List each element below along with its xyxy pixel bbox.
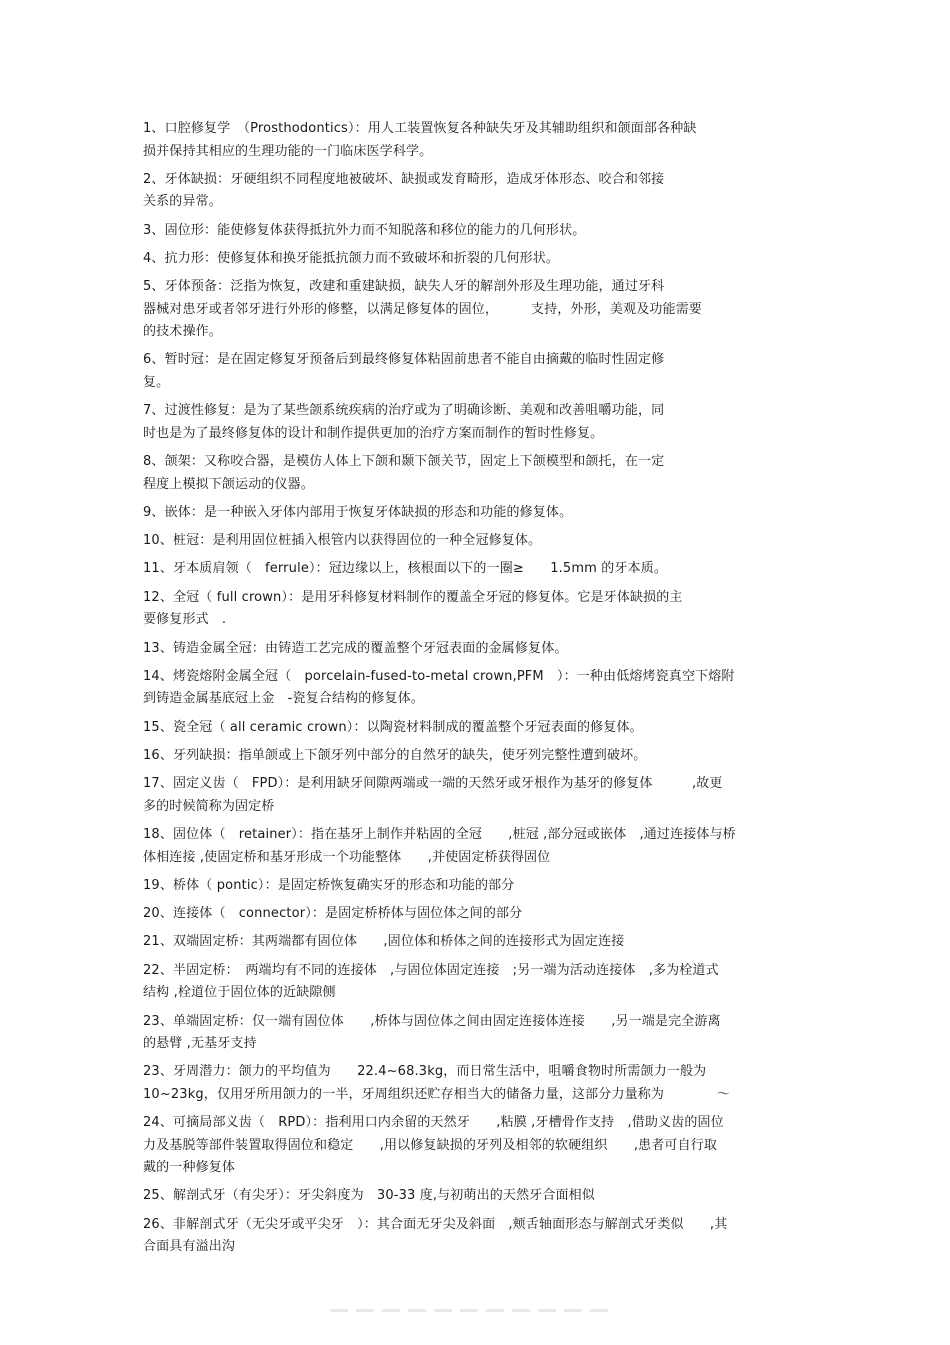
definition-entry	[143, 276, 823, 344]
definition-entry	[143, 1112, 823, 1180]
entry-text-line: 体相连接 ,使固定桥和基牙形成一个功能整体 ,并使固定桥获得固位	[143, 849, 551, 865]
entry-text-line: 的技术操作。	[143, 324, 222, 340]
entry-text-line: 10、桩冠：是利用固位桩插入根管内以获得固位的一种全冠修复体。	[143, 533, 542, 549]
definition-entry	[143, 502, 823, 525]
definition-entry	[143, 773, 823, 818]
entry-text-line: 11、牙本质肩领（ ferrule）：冠边缘以上，核根面以下的一圈≥ 1.5mm 的牙本质。	[143, 561, 668, 577]
entry-text-line: 力及基脱等部件装置取得固位和稳定 ,用以修复缺损的牙列及相邻的软硬组织 ,患者可自行取	[143, 1137, 718, 1153]
definition-entry	[143, 1061, 823, 1106]
definition-entry	[143, 558, 823, 581]
entry-text-line: 合面具有溢出沟	[143, 1239, 236, 1255]
definition-entry	[143, 931, 823, 954]
definition-entry	[143, 118, 823, 163]
definition-entry	[143, 1214, 823, 1259]
definition-entry	[143, 666, 823, 711]
entry-text-line: 要修复形式 .	[143, 612, 227, 628]
entry-text-line: 26、非解剖式牙（无尖牙或平尖牙 ）：其合面无牙尖及斜面 ,颊舌轴面形态与解剖式牙类似 ,其	[143, 1216, 728, 1232]
entry-text-line: 结构 ,栓道位于固位体的近缺隙侧	[143, 985, 336, 1001]
entry-text-line: 17、固定义齿（ FPD）：是利用缺牙间隙两端或一端的天然牙或牙根作为基牙的修复体 ,故更	[143, 776, 723, 792]
entry-text-line: 器械对患牙或者邻牙进行外形的修整，以满足修复体的固位， 支持，外形，美观及功能需要	[143, 301, 702, 317]
definition-entry	[143, 745, 823, 768]
entry-text-line: 7、过渡性修复：是为了某些颌系统疾病的治疗或为了明确诊断、美观和改善咀嚼功能，同	[143, 403, 665, 419]
entry-text-line: 戴的一种修复体	[143, 1160, 236, 1176]
definition-list	[143, 118, 823, 1265]
entry-text-line: 20、连接体（ connector）：是固定桥桥体与固位体之间的部分	[143, 906, 523, 922]
definition-entry	[143, 638, 823, 661]
definition-entry	[143, 400, 823, 445]
definition-entry	[143, 903, 823, 926]
definition-entry	[143, 824, 823, 869]
entry-text-line: 的悬臂 ,无基牙支持	[143, 1036, 257, 1052]
entry-text-line: 多的时候简称为固定桥	[143, 798, 275, 814]
definition-entry	[143, 530, 823, 553]
definition-entry	[143, 248, 823, 271]
entry-text-line: 24、可摘局部义齿（ RPD）：指利用口内余留的天然牙 ,粘膜 ,牙槽骨作支持 ,借助义齿的固位	[143, 1115, 724, 1131]
entry-text-line: 16、牙列缺损：指单颌或上下颌牙列中部分的自然牙的缺失，使牙列完整性遭到破坏。	[143, 747, 647, 763]
definition-entry	[143, 220, 823, 243]
footer-watermark	[330, 1309, 615, 1312]
definition-entry	[143, 1011, 823, 1056]
entry-text-line: 关系的异常。	[143, 194, 222, 210]
entry-text-line: 损并保持其相应的生理功能的一门临床医学科学。	[143, 143, 433, 159]
entry-text-line: 21、双端固定桥：其两端都有固位体 ,固位体和桥体之间的连接形式为固定连接	[143, 934, 625, 950]
entry-text-line: 10~23kg，仅用牙所用颌力的一半，牙周组织还贮存相当大的储备力量，这部分力量称为 ～	[143, 1086, 730, 1102]
definition-entry	[143, 451, 823, 496]
definition-entry	[143, 717, 823, 740]
entry-text-line: 19、桥体（ pontic）：是固定桥恢复确实牙的形态和功能的部分	[143, 877, 515, 893]
entry-text-line: 2、牙体缺损：牙硬组织不同程度地被破坏、缺损或发育畸形，造成牙体形态、咬合和邻接	[143, 171, 665, 187]
entry-text-line: 复。	[143, 374, 170, 390]
entry-text-line: 6、暂时冠：是在固定修复牙预备后到最终修复体粘固前患者不能自由摘戴的临时性固定修	[143, 352, 665, 368]
definition-entry	[143, 960, 823, 1005]
entry-text-line: 22、半固定桥： 两端均有不同的连接体 ,与固位体固定连接 ;另一端为活动连接体 ,多为栓道式	[143, 962, 719, 978]
entry-text-line: 12、全冠（ full crown）：是用牙科修复材料制作的覆盖全牙冠的修复体。它是牙体缺损的主	[143, 589, 683, 605]
entry-text-line: 9、嵌体：是一种嵌入牙体内部用于恢复牙体缺损的形态和功能的修复体。	[143, 504, 573, 520]
entry-text-line: 23、单端固定桥：仅一端有固位体 ,桥体与固位体之间由固定连接体连接 ,另一端是完全游离	[143, 1013, 721, 1029]
entry-text-line: 到铸造金属基底冠上金 -瓷复合结构的修复体。	[143, 691, 424, 707]
definition-entry	[143, 875, 823, 898]
entry-text-line: 25、解剖式牙（有尖牙）：牙尖斜度为 30-33 度,与初萌出的天然牙合面相似	[143, 1188, 595, 1204]
definition-entry	[143, 587, 823, 632]
entry-text-line: 13、铸造金属全冠：由铸造工艺完成的覆盖整个牙冠表面的金属修复体。	[143, 640, 568, 656]
entry-text-line: 1、口腔修复学 （Prosthodontics）：用人工装置恢复各种缺失牙及其辅助组织和颌面部各种缺	[143, 121, 697, 136]
entry-text-line: 5、牙体预备：泛指为恢复，改建和重建缺损，缺失人牙的解剖外形及生理功能，通过牙科	[143, 279, 665, 295]
entry-text-line: 8、颌架：又称咬合器，是模仿人体上下颌和颞下颌关节，固定上下颌模型和颌托，在一定	[143, 454, 665, 470]
entry-text-line: 4、抗力形：使修复体和换牙能抵抗颌力而不致破坏和折裂的几何形状。	[143, 250, 560, 266]
definition-entry	[143, 1185, 823, 1208]
entry-text-line: 18、固位体（ retainer）：指在基牙上制作并粘固的全冠 ,桩冠 ,部分冠或嵌体 ,通过连接体与桥	[143, 827, 736, 843]
entry-text-line: 23、牙周潜力：颌力的平均值为 22.4~68.3kg，而日常生活中，咀嚼食物时所需颌力一般为	[143, 1064, 707, 1080]
entry-text-line: 3、固位形：能使修复体获得抵抗外力而不知脱落和移位的能力的几何形状。	[143, 222, 586, 238]
definition-entry	[143, 349, 823, 394]
entry-text-line: 15、瓷全冠（ all ceramic crown）：以陶瓷材料制成的覆盖整个牙冠表面的修复体。	[143, 719, 643, 735]
entry-text-line: 程度上模拟下颌运动的仪器。	[143, 476, 314, 492]
entry-text-line: 时也是为了最终修复体的设计和制作提供更加的治疗方案而制作的暂时性修复。	[143, 425, 604, 441]
definition-entry	[143, 169, 823, 214]
entry-text-line: 14、烤瓷熔附金属全冠（ porcelain-fused-to-metal crown,PFM ）：一种由低熔烤瓷真空下熔附	[143, 668, 735, 684]
